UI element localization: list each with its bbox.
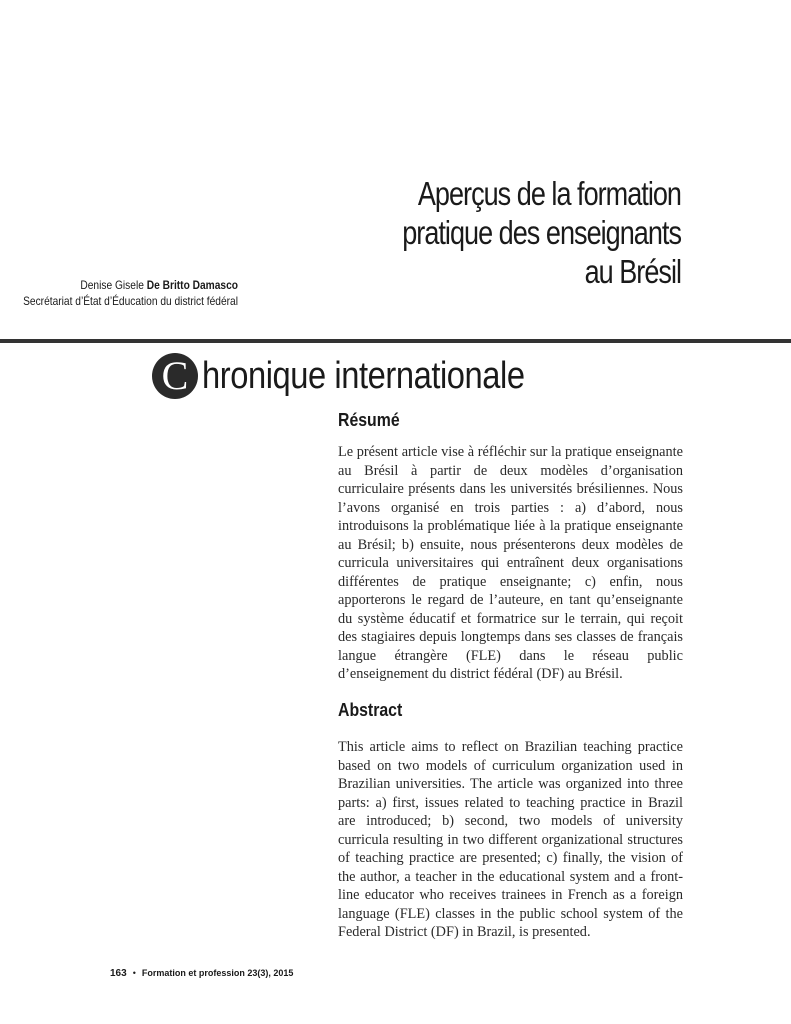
title-line-3: au Brésil: [584, 253, 681, 290]
author-name: [17, 277, 238, 293]
page-number: 163: [110, 968, 127, 979]
header-divider: [0, 339, 791, 343]
resume-text: Le présent article vise à réfléchir sur la pratique enseignante au Brésil à partir de deux modèles d’organisation curriculaire présents dans les universités brésiliennes. Nous l’avons organisé en trois parties : a) d’abord, nous introduisons la problématique liée à la pratique enseignante au Brésil; b) ensuite, nous présenterons deux modèles de curricula universitaires qui entraînent deux organisations différentes de pratique enseignante; c) enfin, nous apporterons le regard de l’auteure, en tant qu’enseignante du système éducatif et formatrice sur le terrain, qui reçoit des stagiaires depuis longtemps dans ses classes de français langue étrangère (FLE) dans le réseau public d’enseignement du district fédéral (DF) au Brésil.: [338, 444, 683, 682]
journal-citation: Formation et profession 23(3), 2015: [141, 968, 294, 978]
abstract-heading: Abstract: [338, 700, 403, 720]
author-family-name: De Britto Damasco: [146, 278, 238, 292]
rubric-title: hronique internationale: [202, 354, 525, 397]
author-block: [17, 277, 238, 309]
page-footer: [110, 968, 293, 979]
author-affiliation: Secrétariat d’État d’Éducation du district fédéral: [23, 294, 238, 308]
footer-separator: •: [132, 968, 136, 978]
title-line-2: pratique des enseignants: [402, 214, 681, 251]
rubric-initial-badge: C: [152, 353, 198, 399]
abstract-text: This article aims to reflect on Brazilian teaching practice based on two models of curriculum organization used in Brazilian universities. The article was organized into three parts: a) first, issues related to teaching practice in Brazil are introduced; b) second, two models of university curricula resulting in two different organizational structures of teaching practice are presented; c) finally, the vision of the author, a teacher in the educational system and a front-line educator who receives trainees in French as a foreign language (FLE) classes in the public school system of the Federal District (DF) in Brazil, is presented.: [338, 739, 683, 940]
resume-heading: Résumé: [338, 410, 400, 430]
article-title: [353, 174, 681, 291]
title-line-1: Aperçus de la formation: [417, 175, 681, 212]
author-given-name: Denise Gisele: [80, 278, 144, 292]
section-rubric: [152, 352, 577, 400]
